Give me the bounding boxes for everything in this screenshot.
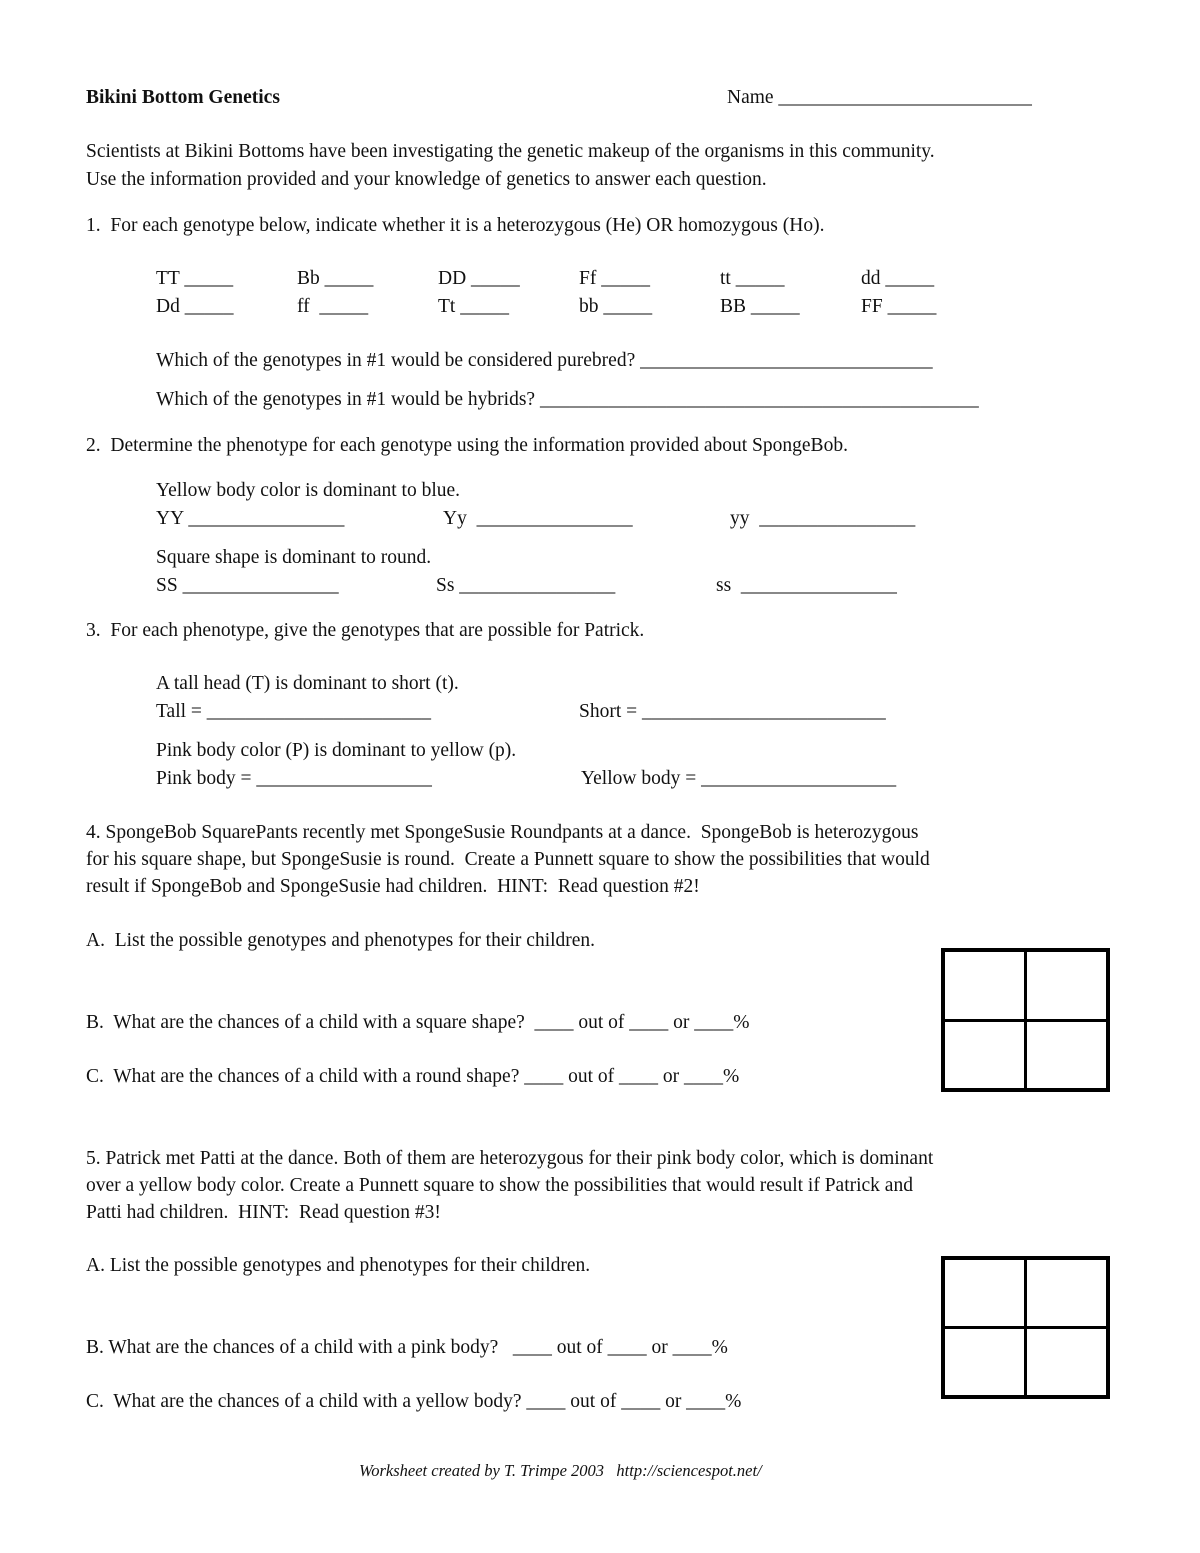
genotype-tt-upper[interactable]: TT _____ — [156, 268, 234, 289]
genotype-tt-lower[interactable]: tt _____ — [720, 268, 785, 289]
name-field[interactable]: Name __________________________ — [727, 87, 1032, 108]
q3-prompt: 3. For each phenotype, give the genotypes that are possible for Patrick. — [86, 620, 645, 641]
q2-prompt: 2. Determine the phenotype for each genotype using the information provided about SpongeBob. — [86, 435, 848, 456]
genotype-ff-mixed[interactable]: Ff _____ — [579, 268, 650, 289]
short-answer[interactable]: Short = _________________________ — [579, 701, 886, 722]
phenotype-yy-mixed[interactable]: Yy ________________ — [443, 508, 633, 529]
genotype-ff-upper[interactable]: FF _____ — [861, 296, 937, 317]
q1-prompt: 1. For each genotype below, indicate whether it is a heterozygous (He) OR homozygous (Ho). — [86, 215, 825, 236]
q4-part-b[interactable]: B. What are the chances of a child with a square shape? ____ out of ____ or ____% — [86, 1012, 750, 1033]
q4-part-c[interactable]: C. What are the chances of a child with a round shape? ____ out of ____ or ____% — [86, 1066, 740, 1087]
punnett-square-q4[interactable] — [941, 948, 1110, 1092]
phenotype-ss-upper[interactable]: SS ________________ — [156, 575, 339, 596]
pink-rule: Pink body color (P) is dominant to yellow (p). — [156, 740, 517, 761]
intro-line-1: Scientists at Bikini Bottoms have been investigating the genetic makeup of the organisms in this community. — [86, 141, 935, 162]
q4-line-1: 4. SpongeBob SquarePants recently met SpongeSusie Roundpants at a dance. SpongeBob is heterozygous — [86, 822, 919, 843]
phenotype-yy-lower[interactable]: yy ________________ — [730, 508, 916, 529]
genotype-bb-upper[interactable]: BB _____ — [720, 296, 800, 317]
square-rule: Square shape is dominant to round. — [156, 547, 432, 568]
tall-answer[interactable]: Tall = _______________________ — [156, 701, 432, 722]
purebred-question[interactable]: Which of the genotypes in #1 would be considered purebred? ______________________________ — [156, 350, 933, 371]
q5-part-b[interactable]: B. What are the chances of a child with a pink body? ____ out of ____ or ____% — [86, 1337, 728, 1358]
worksheet-title: Bikini Bottom Genetics — [86, 87, 280, 108]
genotype-ff-lower[interactable]: ff _____ — [297, 296, 369, 317]
phenotype-ss-lower[interactable]: ss ________________ — [716, 575, 897, 596]
q5-line-1: 5. Patrick met Patti at the dance. Both of them are heterozygous for their pink body color, which is dominant — [86, 1148, 934, 1169]
genotype-bb-lower[interactable]: bb _____ — [579, 296, 653, 317]
hybrids-question[interactable]: Which of the genotypes in #1 would be hybrids? _____________________________________________ — [156, 389, 979, 410]
pink-body-answer[interactable]: Pink body = __________________ — [156, 768, 432, 789]
punnett-square-q5[interactable] — [941, 1256, 1110, 1399]
q4-line-3: result if SpongeBob and SpongeSusie had children. HINT: Read question #2! — [86, 876, 700, 897]
q5-line-2: over a yellow body color. Create a Punnett square to show the possibilities that would result if Patrick and — [86, 1175, 913, 1196]
genotype-dd-upper[interactable]: DD _____ — [438, 268, 520, 289]
genotype-tt-mixed[interactable]: Tt _____ — [438, 296, 509, 317]
yellow-body-answer[interactable]: Yellow body = ____________________ — [581, 768, 897, 789]
phenotype-yy-upper[interactable]: YY ________________ — [156, 508, 345, 529]
footer-credit: Worksheet created by T. Trimpe 2003 http://sciencespot.net/ — [359, 1461, 762, 1480]
yellow-rule: Yellow body color is dominant to blue. — [156, 480, 461, 501]
phenotype-ss-mixed[interactable]: Ss ________________ — [436, 575, 616, 596]
q5-part-c[interactable]: C. What are the chances of a child with a yellow body? ____ out of ____ or ____% — [86, 1391, 742, 1412]
q4-line-2: for his square shape, but SpongeSusie is round. Create a Punnett square to show the possibilities that would — [86, 849, 930, 870]
genotype-dd-lower[interactable]: dd _____ — [861, 268, 935, 289]
genotype-dd-mixed[interactable]: Dd _____ — [156, 296, 234, 317]
q5-line-3: Patti had children. HINT: Read question #3! — [86, 1202, 441, 1223]
tall-rule: A tall head (T) is dominant to short (t). — [156, 673, 459, 694]
intro-line-2: Use the information provided and your knowledge of genetics to answer each question. — [86, 169, 767, 190]
genotype-bb-mixed[interactable]: Bb _____ — [297, 268, 374, 289]
q5-part-a: A. List the possible genotypes and phenotypes for their children. — [86, 1255, 591, 1276]
q4-part-a: A. List the possible genotypes and phenotypes for their children. — [86, 930, 596, 951]
